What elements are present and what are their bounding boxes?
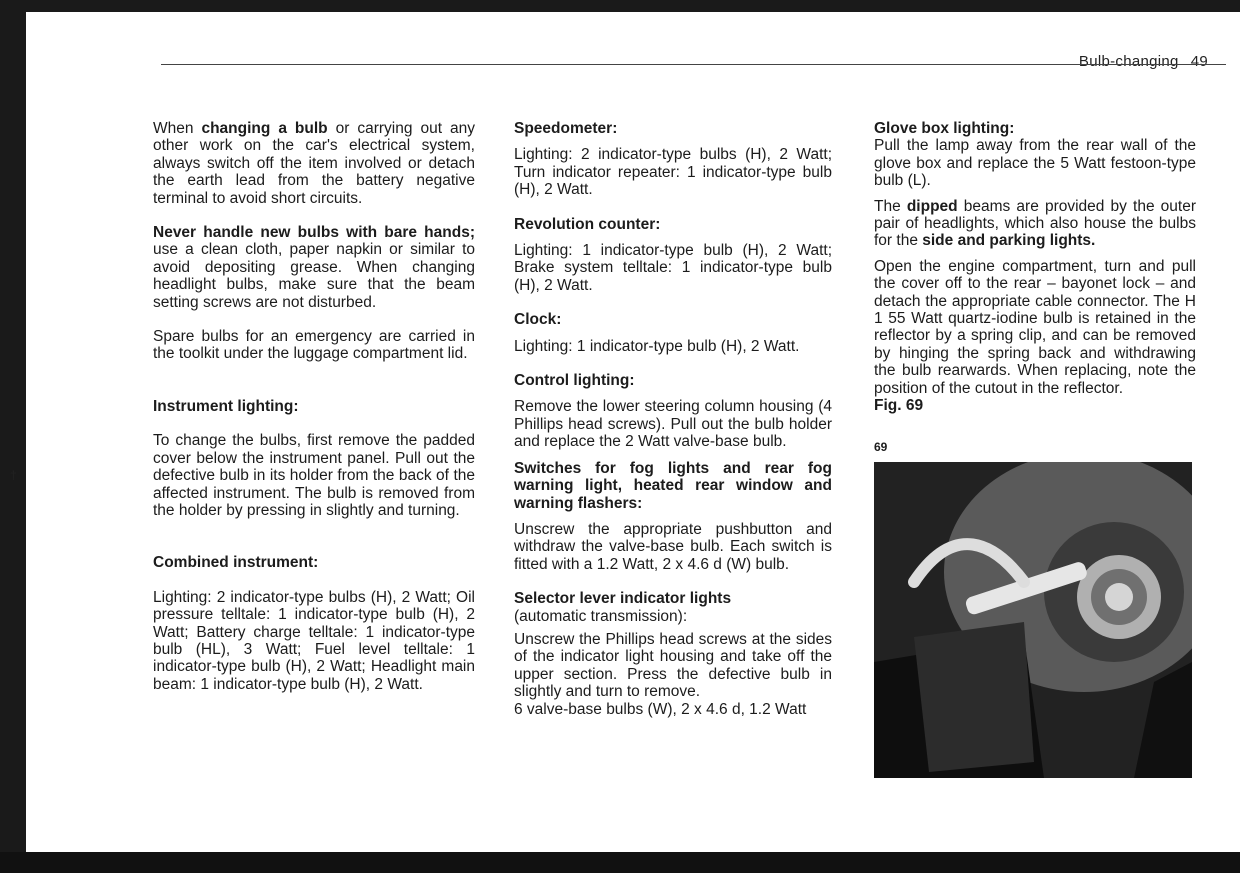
revolution-counter-text: Lighting: 1 indicator-type bulb (H), 2 Watt; Brake system telltale: 1 indicator-type bulb (H), 2 Watt. xyxy=(514,242,832,294)
combined-instrument-text: Lighting: 2 indicator-type bulbs (H), 2 Watt; Oil pressure telltale: 1 indicator-type bulb (H), 2 Watt; Battery charge telltale: 1 indicator-type bulb (HL), 3 Watt; Fuel level telltale: 1 indicator-type bulb (H), 2 Watt; Headlight main beam: 1 indicator-type bulb (H), 2 Watt. xyxy=(153,588,475,693)
spare-bulbs-paragraph: Spare bulbs for an emergency are carried in the toolkit under the luggage compartment lid. xyxy=(153,328,475,363)
glove-box-text: Pull the lamp away from the rear wall of the glove box and replace the 5 Watt festoon-type bulb (L). xyxy=(874,137,1196,190)
figure-number: 69 xyxy=(874,439,888,454)
instrument-lighting-heading: Instrument lighting: xyxy=(153,397,299,415)
scan-border xyxy=(0,852,1240,873)
selector-lever-text: Unscrew the Phillips head screws at the sides of the indicator light housing and take off the upper section. Press the defective bulb in slightly and turn to remove. xyxy=(514,630,832,701)
header-rule xyxy=(161,64,1226,65)
speedometer-heading: Speedometer: xyxy=(514,120,618,137)
warning-paragraph: Never handle new bulbs with bare hands; use a clean cloth, paper napkin or similar to avoid depositing grease. When changing headlight bulbs, make sure that the beam setting screws are not disturbed. xyxy=(153,224,475,311)
margin-mark: † xyxy=(10,468,17,482)
switches-text: Unscrew the appropriate pushbutton and withdraw the valve-base bulb. Each switch is fitted with a 1.2 Watt, 2 x 4.6 d (W) bulb. xyxy=(514,520,832,573)
column-2 xyxy=(514,120,832,718)
switches-heading: Switches for fog lights and rear fog warning light, heated rear window and warning flashers: xyxy=(514,459,832,512)
column-3 xyxy=(874,120,1196,778)
selector-lever-bulbs: 6 valve-base bulbs (W), 2 x 4.6 d, 1.2 Watt xyxy=(514,700,807,718)
engine-compartment-paragraph: Open the engine compartment, turn and pull the cover off to the rear – bayonet lock – and detach the appropriate cable connector. The H 1 55 Watt quartz-iodine bulb is retained in the reflector by a spring clip, and can be removed by hinging the spring back and withdrawing the bulb rearwards. When replacing, note the position of the cutout in the reflector. xyxy=(874,257,1196,397)
column-1 xyxy=(153,120,475,693)
clock-heading: Clock: xyxy=(514,311,562,329)
clock-text: Lighting: 1 indicator-type bulb (H), 2 Watt. xyxy=(514,337,800,355)
control-lighting-text: Remove the lower steering column housing (4 Phillips head screws). Pull out the bulb holder and replace the 2 Watt valve-base bulb. xyxy=(514,398,832,451)
page-header-title: Bulb-changing xyxy=(1078,53,1179,70)
selector-lever-subheading: (automatic transmission): xyxy=(514,607,688,625)
control-lighting-heading: Control lighting: xyxy=(514,372,635,390)
figure-reference: Fig. 69 xyxy=(874,397,924,415)
manual-page xyxy=(26,12,1240,852)
glove-box-heading: Glove box lighting: xyxy=(874,120,1015,137)
selector-lever-heading: Selector lever indicator lights xyxy=(514,590,732,608)
page-number: 49 xyxy=(1190,53,1208,70)
bare-hands-warning: Never handle new bulbs with bare hands; xyxy=(153,224,475,242)
changing-bulb-emphasis: changing a bulb xyxy=(201,120,328,137)
speedometer-text: Lighting: 2 indicator-type bulbs (H), 2 Watt; Turn indicator repeater: 1 indicator-type bulb (H), 2 Watt. xyxy=(514,146,832,199)
instrument-lighting-text: To change the bulbs, first remove the padded cover below the instrument panel. Pull out the defective bulb in its holder from the back of the affected instrument. The bulb is removed from the holder by pressing in slightly and turning. xyxy=(153,432,475,519)
photo-illustration xyxy=(874,462,1192,778)
headlight-bulb-photo-icon xyxy=(874,462,1192,778)
intro-paragraph: When changing a bulb or carrying out any other work on the car's electrical system, always switch off the item involved or detach the earth lead from the battery negative terminal to avoid short circuits. xyxy=(153,120,475,207)
combined-instrument-heading: Combined instrument: xyxy=(153,554,319,572)
revolution-counter-heading: Revolution counter: xyxy=(514,215,661,233)
dipped-beams-paragraph: The dipped beams are provided by the outer pair of headlights, which also house the bulbs for the side and parking lights. xyxy=(874,197,1197,250)
page-header xyxy=(1079,53,1208,70)
